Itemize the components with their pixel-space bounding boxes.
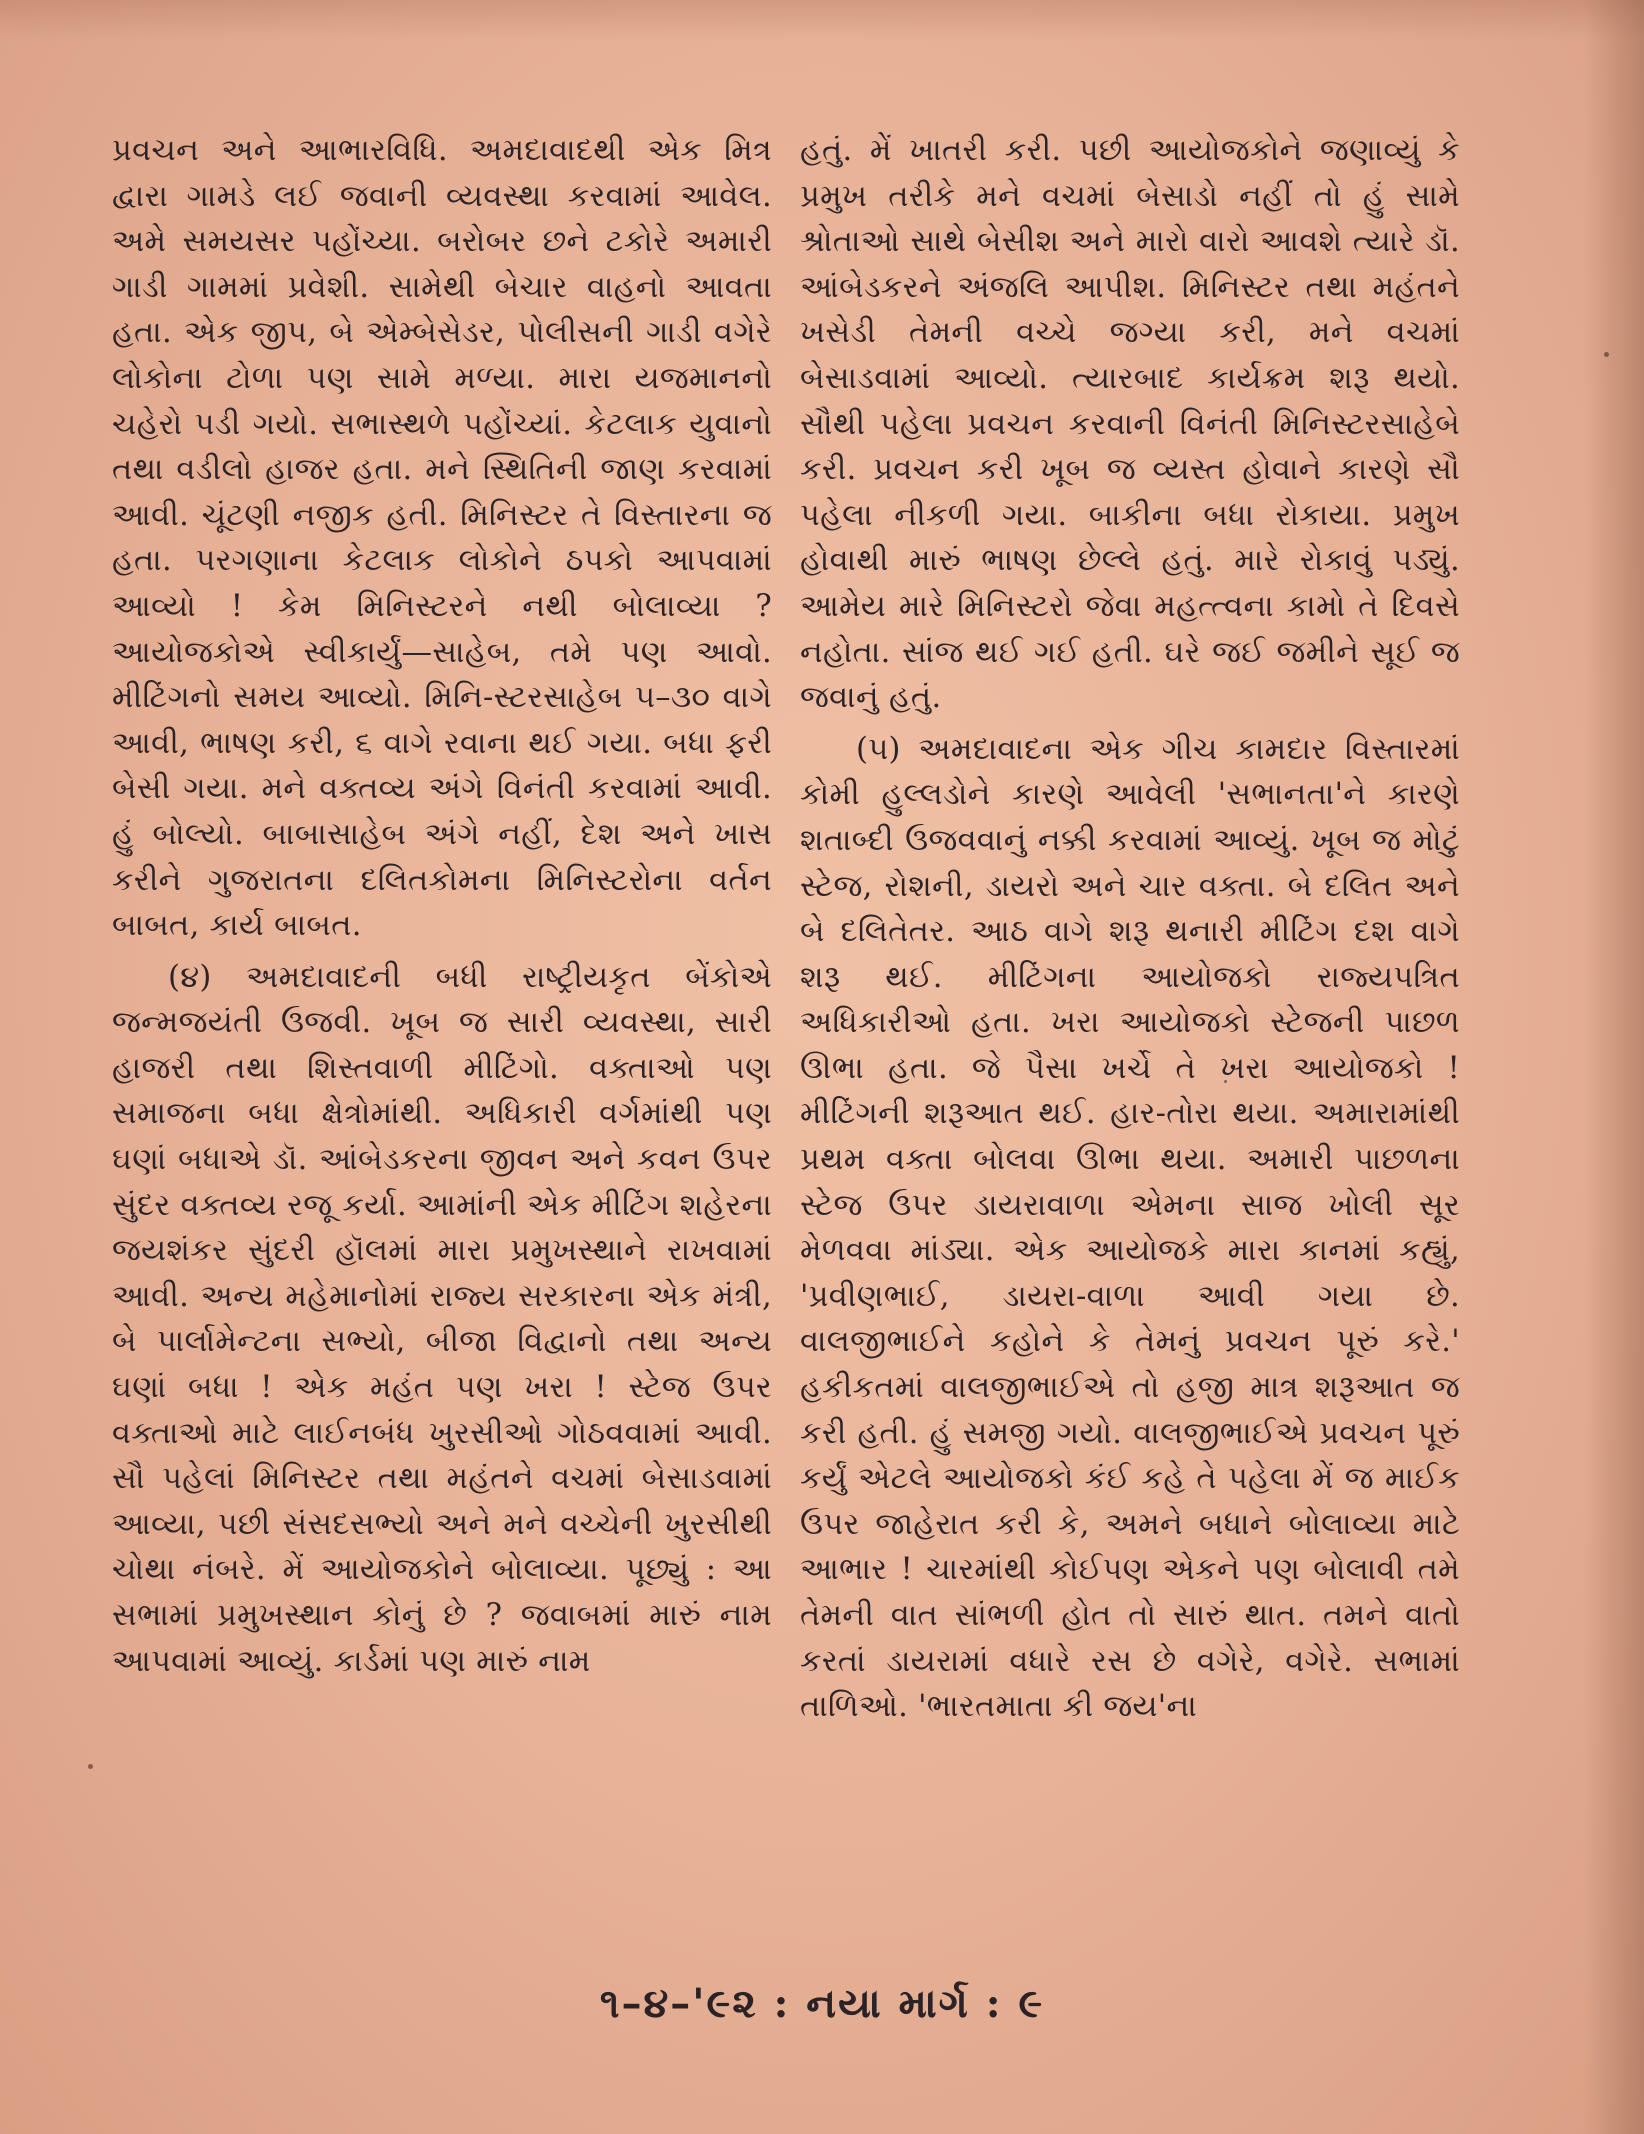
right-text-column <box>800 128 1460 1958</box>
article-paragraph: હતું. મેં ખાતરી કરી. પછી આયોજકોને જણાવ્યું કે પ્રમુખ તરીકે મને વચમાં બેસાડો નહીં તો હું સામે શ્રોતાઓ સાથે બેસીશ અને મારો વારો આવશે ત્યારે ડૉ. આંબેડકરને અંજલિ આપીશ. મિનિસ્ટર તથા મહંતને ખસેડી તેમની વચ્ચે જગ્યા કરી, મને વચમાં બેસાડવામાં આવ્યો. ત્યારબાદ કાર્યક્રમ શરૂ થયો. સૌથી પહેલા પ્રવચન કરવાની વિનંતી મિનિસ્ટરસાહેબે કરી. પ્રવચન કરી ખૂબ જ વ્યસ્ત હોવાને કારણે સૌ પહેલા નીકળી ગયા. બાકીના બધા રોકાયા. પ્રમુખ હોવાથી મારું ભાષણ છેલ્લે હતું. મારે રોકાવું પડ્યું. આમેય મારે મિનિસ્ટરો જેવા મહત્ત્વના કામો તે દિવસે નહોતા. સાંજ થઈ ગઈ હતી. ઘરે જઈ જમીને સૂઈ જ જવાનું હતું. <box>800 133 1460 716</box>
article-paragraph: (૫) અમદાવાદના એક ગીચ કામદાર વિસ્તારમાં કોમી હુલ્લડોને કારણે આવેલી 'સભાનતા'ને કારણે શતાબ્દી ઉજવવાનું નક્કી કરવામાં આવ્યું. ખૂબ જ મોટું સ્ટેજ, રોશની, ડાયરો અને ચાર વક્તા. બે દલિત અને બે દલિતેતર. આઠ વાગે શરૂ થનારી મીટિંગ દશ વાગે શરૂ થઈ. મીટિંગના આયોજકો રાજ્યપત્રિત અધિકારીઓ હતા. ખરા આયોજકો સ્ટેજની પાછળ ઊભા હતા. જે પૈસા ખર્ચે તે ખરા આયોજકો ! મીટિંગની શરૂઆત થઈ. હાર-તોરા થયા. અમારામાંથી પ્રથમ વક્તા બોલવા ઊભા થયા. અમારી પાછળના સ્ટેજ ઉપર ડાયરાવાળા એમના સાજ ખોલી સૂર મેળવવા માંડ્યા. એક આયોજકે મારા કાનમાં કહ્યું, 'પ્રવીણભાઈ, ડાયરા-વાળા આવી ગયા છે. વાલજીભાઈને કહોને કે તેમનું પ્રવચન પૂરું કરે.' હકીકતમાં વાલજીભાઈએ તો હજી માત્ર શરૂઆત જ કરી હતી. હું સમજી ગયો. વાલજીભાઈએ પ્રવચન પૂરું કર્યું એટલે આયોજકો કંઈ કહે તે પહેલા મેં જ માઈક ઉપર જાહેરાત કરી કે, અમને બધાને બોલાવ્યા માટે આભાર ! ચારમાંથી કોઈપણ એકને પણ બોલાવી તમે તેમની વાત સાંભળી હોત તો સારું થાત. તમને વાતો કરતાં ડાયરામાં વધારે રસ છે વગેરે, વગેરે. સભામાં તાળિઓ. 'ભારતમાતા કી જય'ના <box>800 731 1460 1725</box>
article-paragraph: (૪) અમદાવાદની બધી રાષ્ટ્રીયકૃત બેંકોએ જન્મજયંતી ઉજવી. ખૂબ જ સારી વ્યવસ્થા, સારી હાજરી તથા શિસ્તવાળી મીટિંગો. વક્તાઓ પણ સમાજના બધા ક્ષેત્રોમાંથી. અધિકારી વર્ગમાંથી પણ ઘણાં બધાએ ડૉ. આંબેડકરના જીવન અને કવન ઉપર સુંદર વક્તવ્ય રજૂ કર્યા. આમાંની એક મીટિંગ શહેરના જયશંકર સુંદરી હૉલમાં મારા પ્રમુખસ્થાને રાખવામાં આવી. અન્ય મહેમાનોમાં રાજ્ય સરકારના એક મંત્રી, બે પાર્લામેન્ટના સભ્યો, બીજા વિદ્વાનો તથા અન્ય ઘણાં બધા ! એક મહંત પણ ખરા ! સ્ટેજ ઉપર વક્તાઓ માટે લાઈનબંધ ખુરસીઓ ગોઠવવામાં આવી. સૌ પહેલાં મિનિસ્ટર તથા મહંતને વચમાં બેસાડવામાં આવ્યા, પછી સંસદસભ્યો અને મને વચ્ચેની ખુરસીથી ચોથા નંબરે. મેં આયોજકોને બોલાવ્યા. પૂછ્યું : આ સભામાં પ્રમુખસ્થાન કોનું છે ? જવાબમાં મારું નામ આપવામાં આવ્યું. કાર્ડમાં પણ મારું નામ <box>112 959 772 1679</box>
article-paragraph: પ્રવચન અને આભારવિધિ. અમદાવાદથી એક મિત્ર દ્વારા ગામડે લઈ જવાની વ્યવસ્થા કરવામાં આવેલ. અમે સમયસર પહોંચ્યા. બરોબર છને ટકોરે અમારી ગાડી ગામમાં પ્રવેશી. સામેથી બેચાર વાહનો આવતા હતા. એક જીપ, બે એમ્બેસેડર, પોલીસની ગાડી વગેરે લોકોના ટોળા પણ સામે મળ્યા. મારા યજમાનનો ચહેરો પડી ગયો. સભાસ્થળે પહોંચ્યાં. કેટલાક યુવાનો તથા વડીલો હાજર હતા. મને સ્થિતિની જાણ કરવામાં આવી. ચૂંટણી નજીક હતી. મિનિસ્ટર તે વિસ્તારના જ હતા. પરગણાના કેટલાક લોકોને ઠપકો આપવામાં આવ્યો ! કેમ મિનિસ્ટરને નથી બોલાવ્યા ? આયોજકોએ સ્વીકાર્યું—સાહેબ, તમે પણ આવો. મીટિંગનો સમય આવ્યો. મિનિ-સ્ટરસાહેબ ૫–૩૦ વાગે આવી, ભાષણ કરી, ૬ વાગે રવાના થઈ ગયા. બધા ફરી બેસી ગયા. મને વક્તવ્ય અંગે વિનંતી કરવામાં આવી. હું બોલ્યો. બાબાસાહેબ અંગે નહીં, દેશ અને ખાસ કરીને ગુજરાતના દલિતકોમના મિનિસ્ટરોના વર્તન બાબત, કાર્ય બાબત. <box>112 133 772 944</box>
paper-speck <box>1604 352 1609 357</box>
page-top-shading <box>0 0 1644 40</box>
paper-speck <box>88 1764 93 1769</box>
page-edge-shading <box>1584 0 1644 2134</box>
left-text-column <box>112 128 772 1958</box>
page-footer: ૧–૪–'૯૨ : નયા માર્ગ : ૯ <box>599 1980 1045 2027</box>
